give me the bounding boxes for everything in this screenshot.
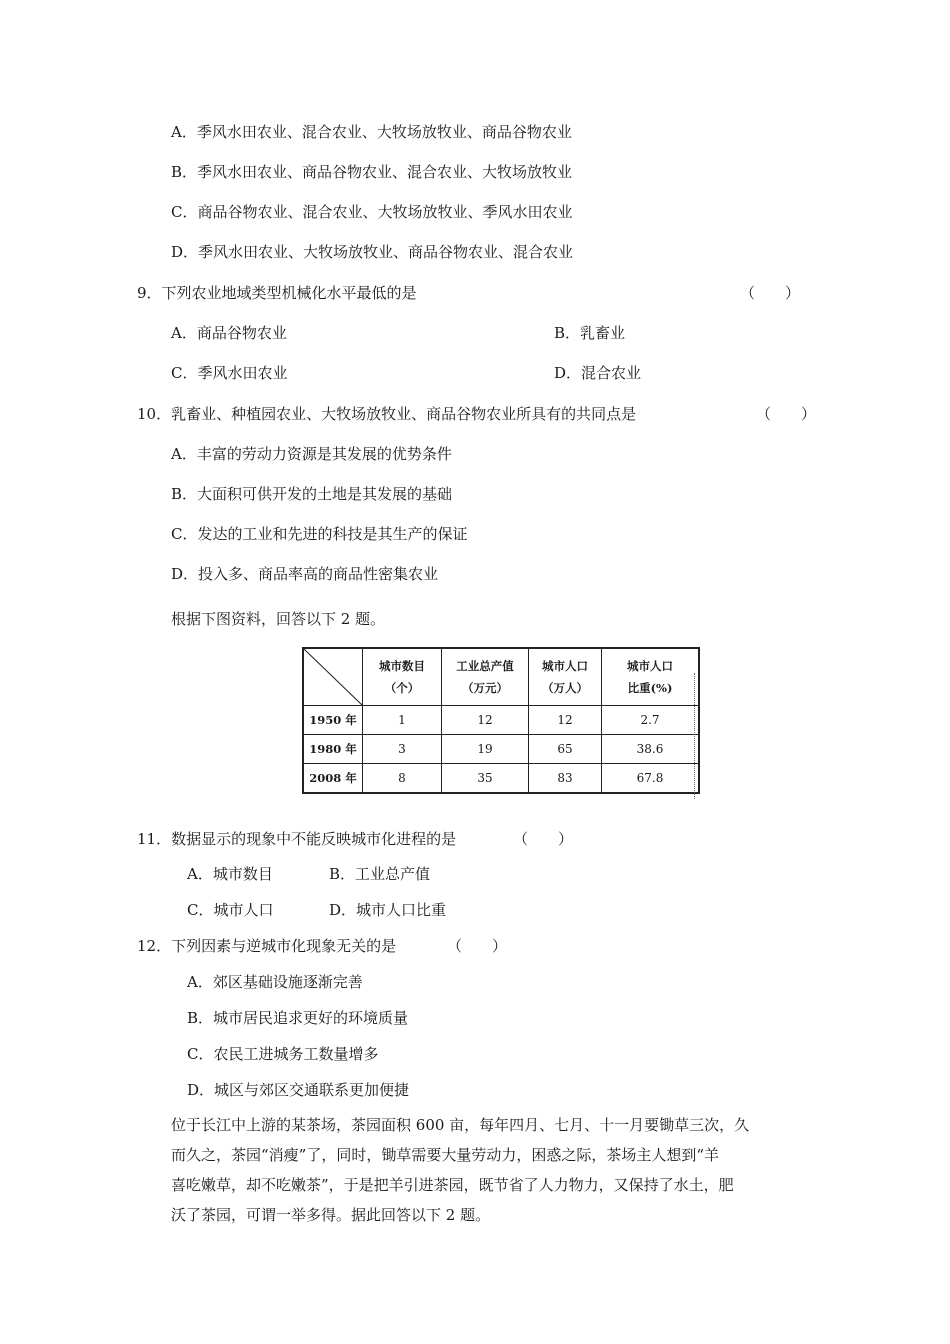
q9-option-a: A．商品谷物农业	[171, 324, 287, 342]
q8-option-b: B．季风水田农业、商品谷物农业、混合农业、大牧场放牧业	[171, 163, 573, 181]
passage-line: 喜吃嫩草，却不吃嫩茶”，于是把羊引进茶园，既节省了人力物力，又保持了水土，肥	[171, 1176, 734, 1194]
cell-city-count: 1	[363, 706, 442, 735]
header-urban-population: 城市人口 （万人）	[529, 648, 602, 706]
table-row	[303, 735, 699, 764]
q8-option-d: D．季风水田农业、大牧场放牧业、商品谷物农业、混合农业	[171, 243, 574, 261]
q11-stem: 11．数据显示的现象中不能反映城市化进程的是	[137, 830, 457, 848]
cell-industrial-output: 19	[442, 735, 529, 764]
cell-urban-population: 83	[529, 764, 602, 793]
q12-stem: 12．下列因素与逆城市化现象无关的是	[137, 937, 397, 955]
q9-answer-paren: （ ）	[740, 284, 801, 302]
diagonal-line-icon	[304, 649, 362, 705]
q8-option-c: C．商品谷物农业、混合农业、大牧场放牧业、季风水田农业	[171, 203, 573, 221]
table-intro: 根据下图资料，回答以下 2 题。	[171, 610, 386, 628]
q11-option-c: C．城市人口	[187, 901, 274, 919]
q12-option-a: A．郊区基础设施逐渐完善	[187, 973, 363, 991]
passage-line: 而久之，茶园“消瘦”了，同时，锄草需要大量劳动力，困惑之际，茶场主人想到“羊	[171, 1146, 720, 1164]
table-row	[303, 706, 699, 735]
q8-option-a: A．季风水田农业、混合农业、大牧场放牧业、商品谷物农业	[171, 123, 572, 141]
cell-urban-ratio: 67.8	[602, 764, 700, 793]
cell-urban-population: 65	[529, 735, 602, 764]
q9-option-b: B．乳畜业	[554, 324, 626, 342]
q9-option-c: C．季风水田农业	[171, 364, 288, 382]
cell-urban-ratio: 38.6	[602, 735, 700, 764]
cell-industrial-output: 35	[442, 764, 529, 793]
cell-industrial-output: 12	[442, 706, 529, 735]
q9-stem: 9．下列农业地域类型机械化水平最低的是	[137, 284, 417, 302]
q10-option-d: D．投入多、商品率高的商品性密集农业	[171, 565, 439, 583]
header-city-count: 城市数目 （个）	[363, 648, 442, 706]
row-year: 1950 年	[303, 706, 363, 735]
q11-answer-paren: （ ）	[513, 830, 574, 848]
q11-option-b: B．工业总产值	[329, 865, 431, 883]
q12-option-b: B．城市居民追求更好的环境质量	[187, 1009, 409, 1027]
q11-option-d: D．城市人口比重	[329, 901, 447, 919]
q12-option-c: C．农民工进城务工数量增多	[187, 1045, 379, 1063]
q12-answer-paren: （ ）	[447, 937, 508, 955]
cell-urban-population: 12	[529, 706, 602, 735]
q11-option-a: A．城市数目	[187, 865, 273, 883]
header-urban-ratio: 城市人口 比重(%)	[602, 648, 700, 706]
scan-edge-divider	[694, 673, 695, 799]
header-industrial-output: 工业总产值 （万元）	[442, 648, 529, 706]
urbanization-table	[302, 647, 700, 794]
q10-answer-paren: （ ）	[756, 405, 817, 423]
row-year: 2008 年	[303, 764, 363, 793]
cell-city-count: 8	[363, 764, 442, 793]
q10-option-c: C．发达的工业和先进的科技是其生产的保证	[171, 525, 468, 543]
cell-city-count: 3	[363, 735, 442, 764]
row-year: 1980 年	[303, 735, 363, 764]
q12-option-d: D．城区与郊区交通联系更加便捷	[187, 1081, 410, 1099]
table-row	[303, 764, 699, 793]
q9-option-d: D．混合农业	[554, 364, 642, 382]
passage-line: 沃了茶园，可谓一举多得。据此回答以下 2 题。	[171, 1206, 491, 1224]
table-corner-cell	[303, 648, 363, 706]
q10-stem: 10．乳畜业、种植园农业、大牧场放牧业、商品谷物农业所具有的共同点是	[137, 405, 637, 423]
q10-option-a: A．丰富的劳动力资源是其发展的优势条件	[171, 445, 452, 463]
q10-option-b: B．大面积可供开发的土地是其发展的基础	[171, 485, 453, 503]
passage-line: 位于长江中上游的某茶场，茶园面积 600 亩，每年四月、七月、十一月要锄草三次，久	[171, 1116, 750, 1134]
cell-urban-ratio: 2.7	[602, 706, 700, 735]
